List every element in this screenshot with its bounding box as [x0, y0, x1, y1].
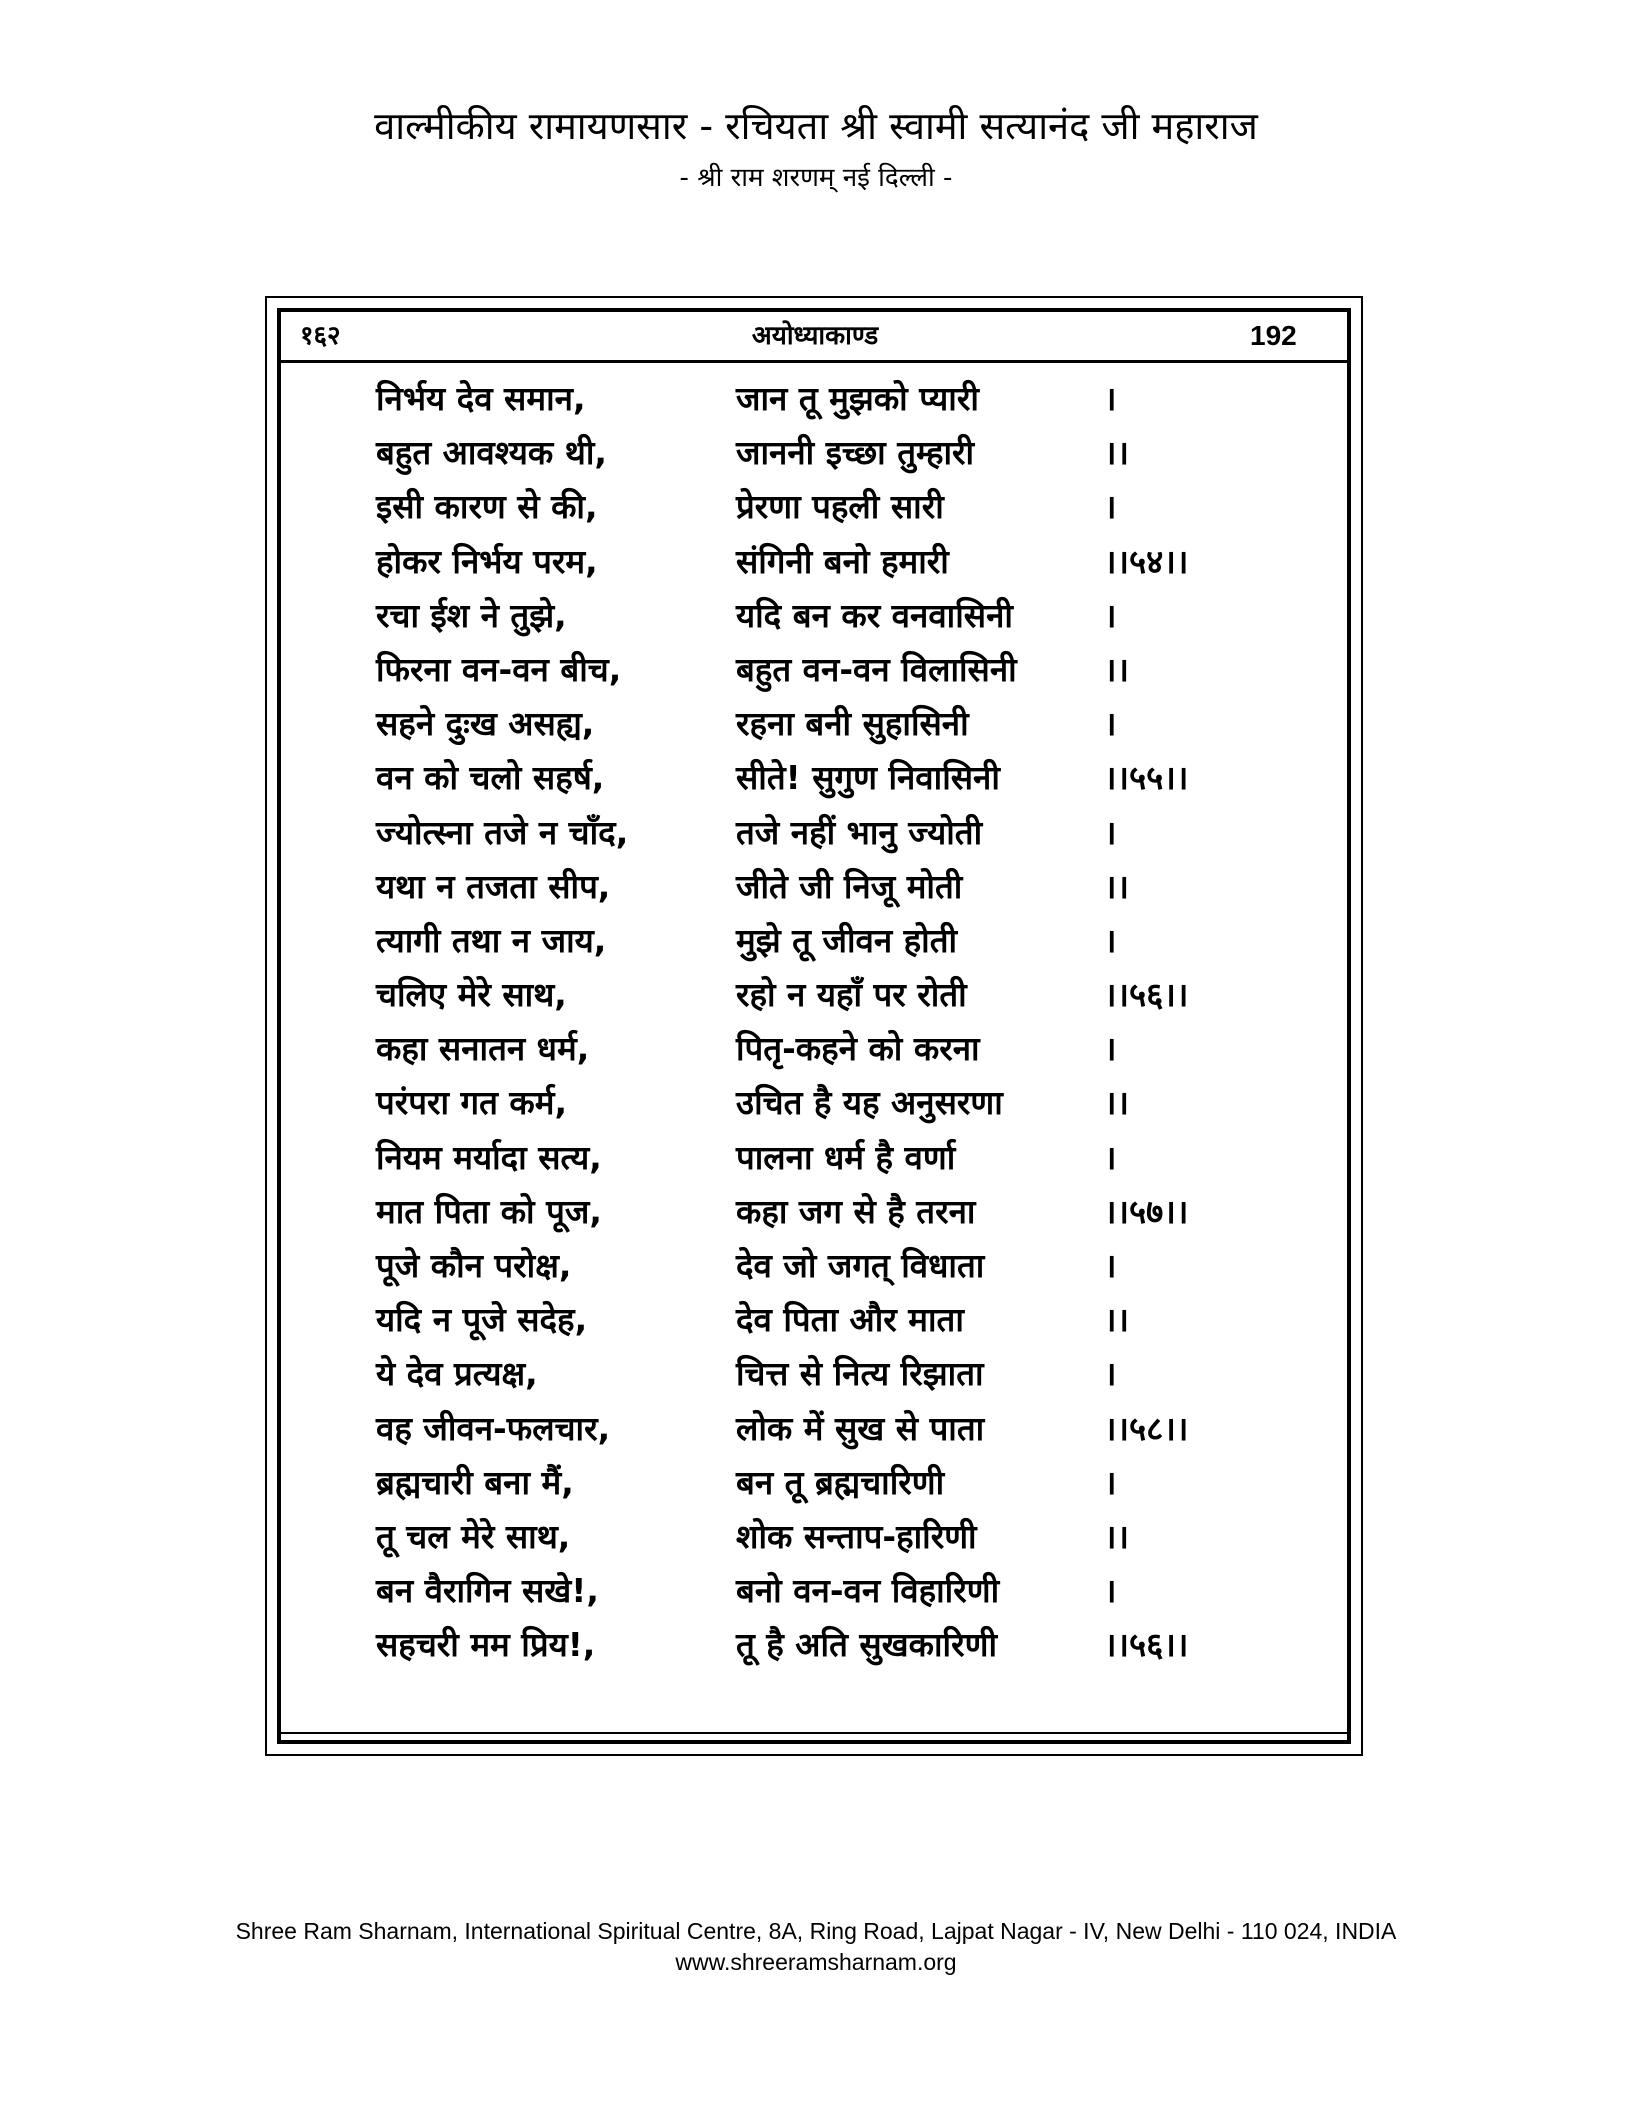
verse-second-half: यदि बन कर वनवासिनी: [736, 595, 1013, 635]
verse-mark: ।: [1104, 812, 1117, 852]
verse-line: [376, 1564, 1236, 1618]
verse-first-half: पूजे कौन परोक्ष,: [376, 1246, 572, 1285]
verse-first-half: बन वैरागिन सखे!,: [376, 1571, 599, 1611]
verse-block: [376, 372, 1236, 1673]
verse-second-half: बन तू ब्रह्मचारिणी: [736, 1462, 945, 1502]
page-number-arabic: 192: [1250, 320, 1297, 351]
verse-mark: ।: [1104, 1137, 1117, 1177]
verse-first-half: बहुत आवश्यक थी,: [376, 433, 607, 473]
verse-mark: ।: [1104, 487, 1117, 527]
verse-line: [376, 535, 1236, 589]
frame-bottom-rule: [277, 1732, 1351, 1734]
verse-mark: ।: [1104, 1029, 1117, 1069]
verse-second-half: पालना धर्म है वर्णा: [736, 1137, 956, 1177]
verse-mark: ।: [1104, 1571, 1117, 1611]
verse-mark: ।: [1104, 1462, 1117, 1502]
verse-second-half: जान तू मुझको प्यारी: [736, 379, 979, 418]
verse-second-half: मुझे तू जीवन होती: [736, 920, 958, 960]
verse-second-half: रहना बनी सुहासिनी: [736, 704, 969, 744]
verse-first-half: सहने दुःख असह्य,: [376, 704, 595, 744]
verse-line: [376, 1239, 1236, 1293]
verse-second-half: बनो वन-वन विहारिणी: [736, 1571, 1000, 1611]
kanda-title: अयोध्याकाण्ड: [751, 321, 879, 351]
verse-first-half: ब्रह्मचारी बना मैं,: [376, 1462, 574, 1502]
page-header: [0, 100, 1632, 198]
verse-line: [376, 426, 1236, 480]
page-number-devanagari: १६२: [300, 321, 341, 351]
verse-first-half: सहचरी मम प्रिय!,: [376, 1625, 596, 1665]
header-rule: [281, 360, 1347, 363]
verse-line: [376, 806, 1236, 860]
verse-second-half: जीते जी निजू मोती: [736, 866, 963, 906]
verse-first-half: ये देव प्रत्यक्ष,: [376, 1354, 538, 1394]
verse-second-half: प्रेरणा पहली सारी: [736, 487, 944, 527]
verse-first-half: मात पिता को पूज,: [376, 1191, 602, 1231]
verse-first-half: फिरना वन-वन बीच,: [376, 649, 622, 689]
verse-mark: ।।: [1104, 1516, 1130, 1556]
verse-mark: ।।५४।।: [1104, 541, 1189, 581]
verse-line: [376, 751, 1236, 805]
verse-first-half: वन को चलो सहर्ष,: [376, 758, 605, 798]
verse-line: [376, 860, 1236, 914]
verse-second-half: चित्त से नित्य रिझाता: [736, 1354, 984, 1394]
verse-line: [376, 1185, 1236, 1239]
footer-address: Shree Ram Sharnam, International Spiritual Centre, 8A, Ring Road, Lajpat Nagar - IV, New Delhi - 110 024, INDIA: [235, 1918, 1397, 1944]
verse-mark: ।: [1104, 1246, 1117, 1285]
verse-mark: ।।: [1104, 1300, 1130, 1340]
verse-line: [376, 1402, 1236, 1456]
verse-mark: ।।: [1104, 433, 1130, 473]
verse-line: [376, 1131, 1236, 1185]
verse-mark: ।: [1104, 704, 1117, 744]
verse-line: [376, 1618, 1236, 1672]
verse-second-half: देव जो जगत् विधाता: [736, 1246, 985, 1285]
book-title: वाल्मीकीय रामायणसार - रचियता श्री स्वामी सत्यानंद जी महाराज: [374, 104, 1258, 148]
verse-second-half: तजे नहीं भानु ज्योती: [736, 812, 983, 852]
verse-mark: ।।: [1104, 866, 1130, 906]
verse-second-half: कहा जग से है तरना: [736, 1191, 976, 1231]
verse-mark: ।।५८।।: [1104, 1408, 1189, 1448]
verse-line: [376, 589, 1236, 643]
verse-mark: ।।: [1104, 1083, 1130, 1123]
verse-first-half: होकर निर्भय परम,: [376, 541, 598, 581]
verse-first-half: नियम मर्यादा सत्य,: [376, 1137, 602, 1177]
verse-line: [376, 1347, 1236, 1401]
verse-line: [376, 480, 1236, 534]
verse-second-half: रहो न यहाँ पर रोती: [736, 975, 967, 1015]
verse-mark: ।।५६।।: [1104, 1625, 1189, 1665]
verse-first-half: निर्भय देव समान,: [376, 379, 586, 418]
verse-line: [376, 697, 1236, 751]
verse-first-half: परंपरा गत कर्म,: [376, 1083, 568, 1123]
verse-line: [376, 914, 1236, 968]
verse-first-half: रचा ईश ने तुझे,: [376, 595, 567, 635]
footer-website: www.shreeramsharnam.org: [675, 1949, 957, 1975]
publisher-line: - श्री राम शरणम् नई दिल्ली -: [679, 163, 953, 193]
verse-line: [376, 968, 1236, 1022]
verse-second-half: संगिनी बनो हमारी: [736, 541, 949, 581]
verse-mark: ।: [1104, 595, 1117, 635]
verse-first-half: यदि न पूजे सदेह,: [376, 1300, 588, 1340]
verse-line: [376, 372, 1236, 426]
verse-second-half: लोक में सुख से पाता: [736, 1408, 985, 1448]
verse-second-half: पितृ-कहने को करना: [736, 1029, 980, 1069]
verse-first-half: ज्योत्स्ना तजे न चाँद,: [376, 812, 629, 852]
verse-mark: ।।५७।।: [1104, 1191, 1189, 1231]
verse-first-half: वह जीवन-फलचार,: [376, 1408, 611, 1448]
verse-second-half: सीते! सुगुण निवासिनी: [736, 758, 1000, 798]
verse-second-half: उचित है यह अनुसरणा: [736, 1083, 1003, 1123]
verse-first-half: त्यागी तथा न जाय,: [376, 920, 607, 960]
verse-first-half: यथा न तजता सीप,: [376, 866, 611, 906]
verse-first-half: कहा सनातन धर्म,: [376, 1029, 590, 1069]
verse-line: [376, 1076, 1236, 1130]
verse-second-half: तू है अति सुखकारिणी: [736, 1625, 998, 1665]
verse-mark: ।।५५।।: [1104, 758, 1189, 798]
verse-line: [376, 1510, 1236, 1564]
verse-second-half: शोक सन्ताप-हारिणी: [736, 1516, 977, 1556]
verse-line: [376, 643, 1236, 697]
verse-mark: ।: [1104, 920, 1117, 960]
verse-second-half: जाननी इच्छा तुम्हारी: [736, 433, 975, 473]
verse-line: [376, 1022, 1236, 1076]
verse-first-half: इसी कारण से की,: [376, 487, 598, 527]
verse-first-half: चलिए मेरे साथ,: [376, 975, 567, 1015]
verse-first-half: तू चल मेरे साथ,: [376, 1516, 571, 1556]
verse-second-half: बहुत वन-वन विलासिनी: [736, 649, 1017, 689]
verse-line: [376, 1293, 1236, 1347]
verse-line: [376, 1456, 1236, 1510]
verse-mark: ।: [1104, 379, 1117, 418]
verse-mark: ।।: [1104, 649, 1130, 689]
verse-mark: ।।५६।।: [1104, 975, 1189, 1015]
page-footer: [0, 1916, 1632, 1978]
verse-mark: ।: [1104, 1354, 1117, 1394]
verse-second-half: देव पिता और माता: [736, 1300, 964, 1340]
